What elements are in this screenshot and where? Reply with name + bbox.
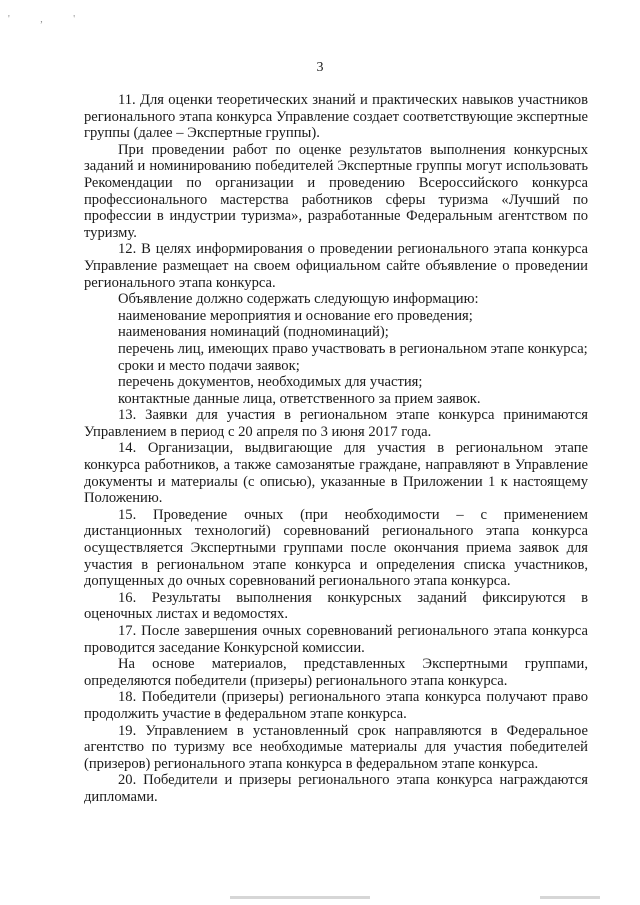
announcement-item-contacts: контактные данные лица, ответственного за прием заявок. [118, 390, 481, 407]
paragraph-16: 16. Результаты выполнения конкурсных заданий фиксируются в оценочных листах и ведомостях. [84, 589, 588, 623]
paragraph-15: 15. Проведение очных (при необходимости – с применением дистанционных технологий) соревнований регионального этапа конкурса осуществляется Экспертными группами после окончания приема заявок для участия в региональном этапе конкурса и определения списка участников, допущенных до очных соревнований регионального этапа конкурса. [84, 506, 588, 590]
paragraph-18: 18. Победители (призеры) регионального этапа конкурса получают право продолжить участие в федеральном этапе конкурса. [84, 689, 588, 722]
paragraph-expert-recommendations: При проведении работ по оценке результатов выполнения конкурсных заданий и номинированию победителей Экспертные группы могут использовать Рекомендации по организации и проведению Всероссийского конкурса профессионального мастерства работников сферы туризма «Лучший по профессии в индустрии туризма», разработанные Федеральным агентством по туризму. [84, 141, 588, 241]
paragraph-12: 12. В целях информирования о проведении регионального этапа конкурса Управление размещает на своем официальном сайте объявление о проведении регионального этапа конкурса. [84, 241, 588, 291]
announcement-item-event-name: наименование мероприятия и основание его проведения; [118, 307, 473, 324]
document-body [84, 92, 588, 806]
scan-artifact: ' , ' [8, 14, 90, 25]
announcement-item-eligible-persons: перечень лиц, имеющих право участвовать в региональном этапе конкурса; [118, 340, 588, 357]
paragraph-winners-determination: На основе материалов, представленных Экспертными группами, определяются победители (призеры) регионального этапа конкурса. [84, 656, 588, 689]
paragraph-19: 19. Управлением в установленный срок направляются в Федеральное агентство по туризму все необходимые материалы для участия победителей (призеров) регионального этапа конкурса в федеральном этапе конкурса. [84, 722, 588, 772]
announcement-item-deadlines: сроки и место подачи заявок; [118, 357, 300, 374]
announcement-item-nominations: наименования номинаций (подноминаций); [118, 324, 389, 341]
paragraph-13: 13. Заявки для участия в региональном этапе конкурса принимаются Управлением в период с 20 апреля по 3 июня 2017 года. [84, 407, 588, 440]
page-number: 3 [316, 60, 324, 75]
paragraph-20: 20. Победители и призеры регионального этапа конкурса награждаются дипломами. [84, 772, 588, 805]
announcement-intro: Объявление должно содержать следующую информацию: [118, 291, 479, 308]
paragraph-14: 14. Организации, выдвигающие для участия в региональном этапе конкурса работников, а также самозанятые граждане, направляют в Управление документы и материалы (с описью), указанные в Приложении 1 к настоящему Положению. [84, 440, 588, 507]
scan-artifact-bottom [230, 896, 370, 899]
announcement-item-documents: перечень документов, необходимых для участия; [118, 374, 423, 391]
paragraph-17: 17. После завершения очных соревнований регионального этапа конкурса проводится заседание Конкурсной комиссии. [84, 623, 588, 656]
scan-artifact-bottom-right [540, 896, 600, 899]
paragraph-11: 11. Для оценки теоретических знаний и практических навыков участников регионального этапа конкурса Управление создает соответствующие экспертные группы (далее – Экспертные группы). [84, 92, 588, 142]
